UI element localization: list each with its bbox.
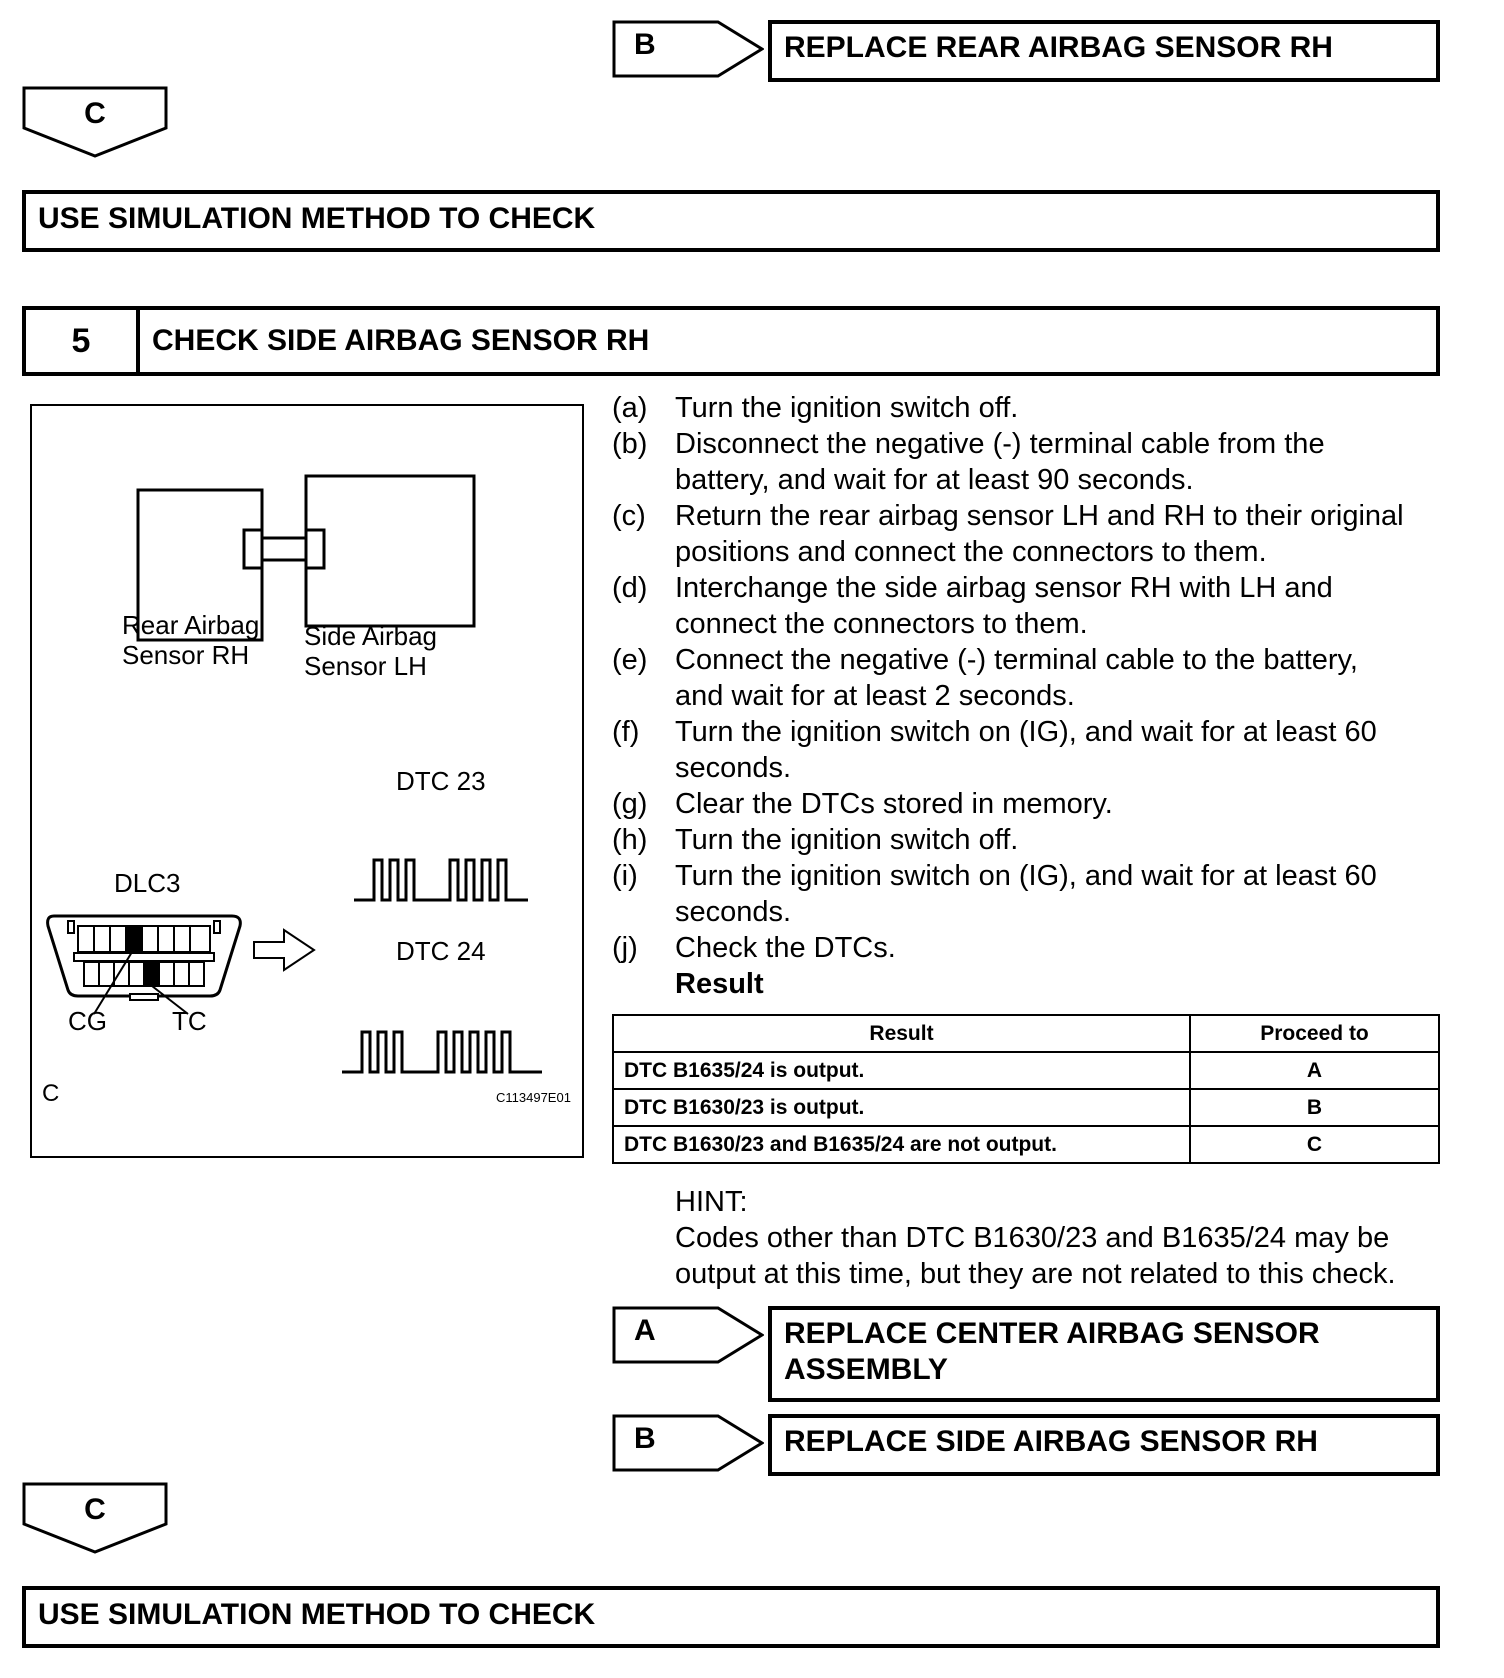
arrow-label: C [84, 1493, 106, 1526]
action-text: REPLACE REAR AIRBAG SENSOR RH [784, 31, 1333, 64]
list-item: (b) Disconnect the negative (-) terminal cable from the battery, and wait for at least 90 seconds. [612, 428, 1325, 496]
outcome-b-tag [612, 20, 764, 78]
dtc23-label: DTC 23 [396, 766, 486, 796]
figure-code: C113497E01 [496, 1090, 571, 1105]
side-sensor-label: Side Airbag [304, 621, 437, 651]
proceed-cell: C [1190, 1126, 1439, 1163]
outcome-c-arrow [22, 86, 168, 158]
dlc3-label: DLC3 [114, 868, 181, 898]
result-cell: DTC B1630/23 and B1635/24 are not output. [613, 1126, 1190, 1163]
replace-rear-airbag-box [768, 20, 1440, 82]
action-text: REPLACE SIDE AIRBAG SENSOR RH [784, 1425, 1318, 1458]
rear-sensor-label: Rear Airbag [122, 610, 260, 640]
right-arrow-icon [254, 930, 314, 970]
hint-text: Codes other than DTC B1630/23 and B1635/24 may be [675, 1222, 1390, 1254]
replace-side-sensor-box [768, 1414, 1440, 1476]
hint-label: HINT: [675, 1186, 748, 1218]
result-heading: Result [675, 968, 764, 1000]
result-cell: DTC B1635/24 is output. [613, 1052, 1190, 1089]
action-text-2: ASSEMBLY [784, 1353, 948, 1386]
outcome-c-arrow-2 [22, 1482, 168, 1554]
proceed-cell: A [1190, 1052, 1439, 1089]
step-title: CHECK SIDE AIRBAG SENSOR RH [152, 324, 650, 357]
step-header [22, 306, 1440, 376]
side-sensor-label-2: Sensor LH [304, 651, 427, 681]
step-number: 5 [26, 310, 140, 372]
table-row [613, 1052, 1439, 1089]
simulation-text: USE SIMULATION METHOD TO CHECK [38, 1598, 596, 1631]
side-airbag-sensor-shape [306, 476, 474, 626]
hint-text-2: output at this time, but they are not related to this check. [675, 1258, 1396, 1290]
list-item: (a) Turn the ignition switch off. [612, 392, 1019, 424]
cg-terminal-label: CG [68, 1006, 107, 1036]
tc-terminal-label: TC [172, 1006, 207, 1036]
simulation-method-box [22, 190, 1440, 252]
simulation-method-box-2 [22, 1586, 1440, 1648]
simulation-text: USE SIMULATION METHOD TO CHECK [38, 202, 596, 235]
list-item: (j) Check the DTCs. [612, 932, 896, 964]
table-row [613, 1089, 1439, 1126]
list-item: (g) Clear the DTCs stored in memory. [612, 788, 1113, 820]
tag-label: B [634, 1422, 656, 1455]
dtc24-label: DTC 24 [396, 936, 486, 966]
list-item: (h) Turn the ignition switch off. [612, 824, 1019, 856]
column-header: Proceed to [1190, 1015, 1439, 1052]
outcome-b-tag-2 [612, 1414, 764, 1472]
hint-block [675, 1184, 1445, 1292]
result-cell: DTC B1630/23 is output. [613, 1089, 1190, 1126]
list-item: (e) Connect the negative (-) terminal cable to the battery, and wait for at least 2 seconds. [612, 644, 1358, 712]
table-row [613, 1126, 1439, 1163]
table-header-row [613, 1015, 1439, 1052]
figure-corner-letter: C [42, 1080, 60, 1107]
arrow-label: C [84, 97, 106, 130]
list-item: (f) Turn the ignition switch on (IG), and wait for at least 60 seconds. [612, 716, 1377, 784]
proceed-cell: B [1190, 1089, 1439, 1126]
result-table [612, 1014, 1440, 1164]
column-header: Result [613, 1015, 1190, 1052]
dtc24-waveform [342, 1032, 542, 1072]
list-item: (d) Interchange the side airbag sensor RH with LH and connect the connectors to them. [612, 572, 1333, 640]
diagram-illustration [32, 406, 582, 1156]
tag-label: A [634, 1314, 656, 1347]
procedure-list [612, 390, 1442, 1002]
dtc23-waveform [354, 860, 528, 900]
action-text: REPLACE CENTER AIRBAG SENSOR [784, 1317, 1320, 1350]
outcome-a-tag [612, 1306, 764, 1364]
list-item: (c) Return the rear airbag sensor LH and RH to their original positions and connect the connectors to them. [612, 500, 1404, 568]
tag-label: B [634, 28, 656, 61]
dlc3-connector-icon [48, 916, 241, 1014]
diagram-figure [30, 404, 584, 1158]
list-item: (i) Turn the ignition switch on (IG), and wait for at least 60 seconds. [612, 860, 1377, 928]
rear-sensor-label-2: Sensor RH [122, 640, 250, 670]
replace-center-sensor-box [768, 1306, 1440, 1402]
